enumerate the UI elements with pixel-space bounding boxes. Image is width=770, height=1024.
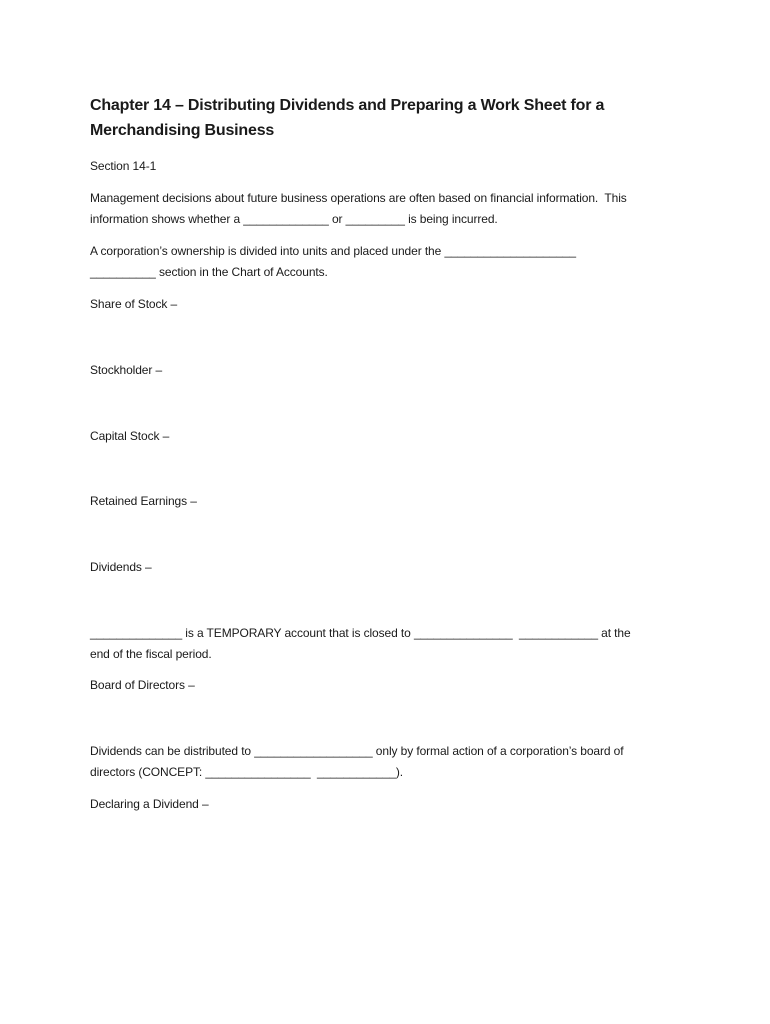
title-line-1: Chapter 14 – Distributing Dividends and Preparing a Work Sheet for a: [90, 97, 605, 114]
paragraph-line: end of the fiscal period.: [90, 646, 212, 661]
paragraph-ownership: [90, 241, 690, 282]
paragraph-line: information shows whether a _____________ or _________ is being incurred.: [90, 211, 498, 226]
paragraph-line: ______________ is a TEMPORARY account that is closed to _______________ ____________ at the: [90, 626, 631, 640]
title-line-2: Merchandising Business: [90, 122, 275, 139]
term-board-of-directors: Board of Directors –: [90, 678, 195, 692]
paragraph-distribution: [90, 741, 690, 782]
paragraph-line: Dividends can be distributed to __________________ only by formal action of a corporation’s board of: [90, 744, 624, 758]
paragraph-line: directors (CONCEPT: ________________ ____________).: [90, 764, 404, 779]
term-declaring-dividend: Declaring a Dividend –: [90, 797, 209, 811]
paragraph-temporary-account: [90, 623, 690, 664]
term-stockholder: Stockholder –: [90, 363, 163, 377]
term-capital-stock: Capital Stock –: [90, 429, 170, 443]
term-share-of-stock: Share of Stock –: [90, 297, 178, 311]
term-retained-earnings: Retained Earnings –: [90, 494, 197, 508]
page-title: [90, 93, 690, 143]
paragraph-line: Management decisions about future business operations are often based on financial information. This: [90, 191, 627, 205]
paragraph-line: __________ section in the Chart of Accounts.: [90, 264, 328, 279]
term-dividends: Dividends –: [90, 560, 152, 574]
paragraph-line: A corporation’s ownership is divided into units and placed under the ____________________: [90, 244, 576, 258]
paragraph-financial-information: [90, 188, 690, 229]
section-label: Section 14-1: [90, 159, 157, 173]
